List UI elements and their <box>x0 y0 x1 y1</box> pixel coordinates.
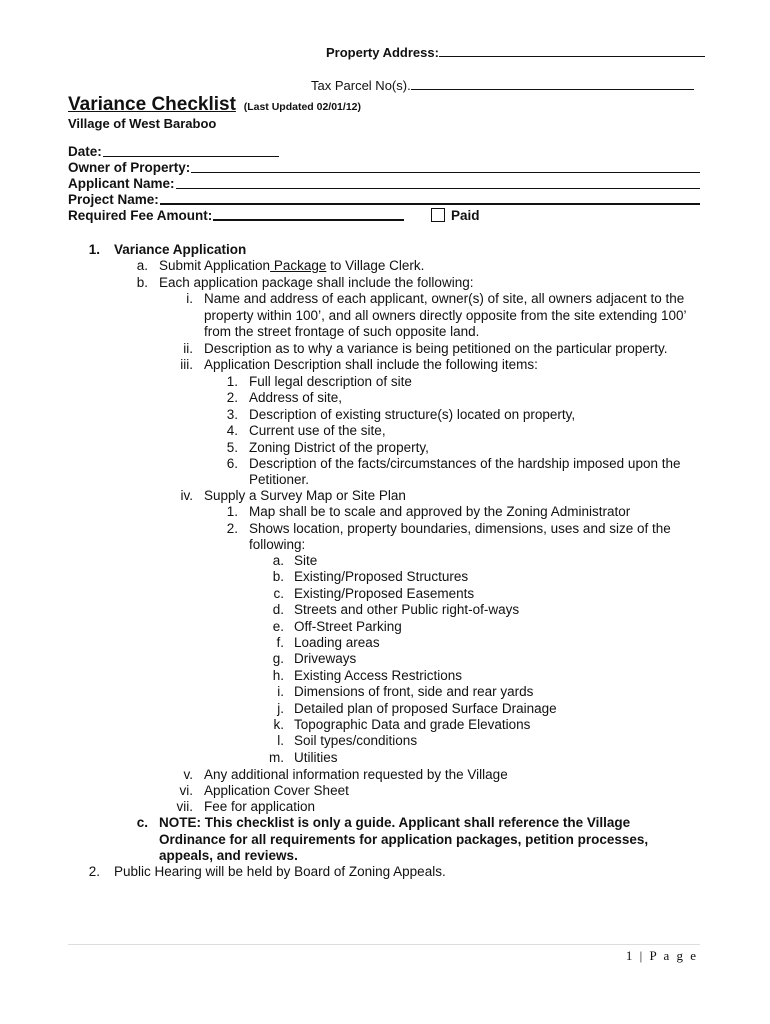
item-a-text <box>159 258 424 274</box>
item-vi-text: Application Cover Sheet <box>204 783 349 798</box>
item-iv-1-marker: 1. <box>226 504 238 519</box>
tax-parcel-field <box>311 78 694 93</box>
list-item-text: Address of site, <box>249 390 343 406</box>
list-item-marker: 3. <box>226 406 238 422</box>
note-line-2: Ordinance for all requirements for application packages, petition processes, <box>159 832 649 847</box>
property-address-label: Property Address: <box>326 45 439 60</box>
list-item-text: Loading areas <box>294 635 380 650</box>
list-item-marker: b. <box>272 569 284 585</box>
item-a-pre: Submit Application <box>159 258 271 273</box>
item-vi-marker: vi. <box>179 783 193 798</box>
paid-field <box>431 208 480 223</box>
footer-rule <box>68 944 700 945</box>
item-v-text: Any additional information requested by the Village <box>204 767 508 782</box>
project-label: Project Name: <box>68 192 159 207</box>
item-vii-text: Fee for application <box>204 799 316 814</box>
item-iv-text: Supply a Survey Map or Site Plan <box>204 488 406 503</box>
list-item-marker: 1. <box>226 374 238 389</box>
list-item-text: Dimensions of front, side and rear yards <box>294 684 534 700</box>
note-line-3: appeals, and reviews. <box>159 848 298 863</box>
item-a-package: Package <box>270 258 327 273</box>
item-ii-marker: ii. <box>183 341 193 356</box>
applicant-line[interactable] <box>176 188 700 189</box>
list-item-text: Site <box>294 553 318 568</box>
list-item-marker: c. <box>273 585 284 601</box>
list-item-marker: g. <box>272 651 284 667</box>
paid-label: Paid <box>451 208 480 223</box>
list-item-text: Detailed plan of proposed Surface Drainage <box>294 700 557 716</box>
village-name: Village of West Baraboo <box>68 116 217 131</box>
owner-line[interactable] <box>191 172 700 173</box>
fee-line[interactable] <box>213 219 404 221</box>
item-i-marker: i. <box>186 291 193 306</box>
item-iv-2-marker: 2. <box>226 521 238 536</box>
list-item-text: Streets and other Public right-of-ways <box>294 602 520 618</box>
list-item-text: Driveways <box>294 651 357 667</box>
list-item-marker: d. <box>272 602 284 618</box>
list-item-text: Soil types/conditions <box>294 733 418 749</box>
note-line-1: NOTE: This checklist is only a guide. Applicant shall reference the Village <box>159 815 631 830</box>
page-word: P a g e <box>649 948 698 963</box>
date-field <box>68 144 279 160</box>
list-item-marker: 4. <box>226 423 238 439</box>
list-item-text: Existing/Proposed Easements <box>294 585 475 601</box>
page-footer <box>626 948 698 964</box>
section-1-title: Variance Application <box>114 242 247 257</box>
item-i-line-1: Name and address of each applicant, owner(s) of site, all owners adjacent to the <box>204 291 685 306</box>
item-c-marker: c. <box>136 815 148 830</box>
list-item-text: Existing/Proposed Structures <box>294 569 469 585</box>
item-i-line-2: property within 100’, and all owners directly opposite from the site extending 100’ <box>204 308 687 323</box>
tax-parcel-line[interactable] <box>411 88 694 90</box>
item-vii-marker: vii. <box>176 799 193 814</box>
owner-label: Owner of Property: <box>68 160 191 175</box>
item-b-marker: b. <box>136 275 148 290</box>
property-address-field <box>326 45 705 60</box>
item-iii-6-cont: Petitioner. <box>249 472 310 487</box>
list-item-text: Zoning District of the property, <box>249 439 429 455</box>
list-item-marker: e. <box>272 618 284 634</box>
project-field <box>68 192 700 208</box>
item-iv-marker: iv. <box>180 488 193 503</box>
list-item-marker: j. <box>277 700 284 716</box>
section-1-number: 1. <box>88 242 100 257</box>
item-i-line-3: from the street frontage of such opposite land. <box>204 324 480 339</box>
page-number: 1 <box>625 948 635 963</box>
list-item-marker: m. <box>269 749 284 765</box>
applicant-field <box>68 176 700 192</box>
list-item-marker: 2. <box>226 390 238 406</box>
applicant-label: Applicant Name: <box>68 176 175 191</box>
item-ii-text: Description as to why a variance is being petitioned on the particular property. <box>204 341 668 356</box>
item-a-post: to Village Clerk. <box>326 258 425 273</box>
list-item-text: Existing Access Restrictions <box>294 667 463 683</box>
fee-field <box>68 208 404 224</box>
tax-parcel-label: Tax Parcel No(s). <box>311 78 411 93</box>
item-iii-text: Application Description shall include the following items: <box>204 357 538 372</box>
project-line[interactable] <box>160 203 700 205</box>
list-item-text: Off-Street Parking <box>294 618 402 634</box>
section-2-text: Public Hearing will be held by Board of Zoning Appeals. <box>114 864 446 879</box>
property-address-line[interactable] <box>439 55 705 57</box>
paid-checkbox[interactable] <box>431 208 445 222</box>
item-v-marker: v. <box>183 767 193 782</box>
page-separator: | <box>639 948 645 963</box>
list-item-text: Topographic Data and grade Elevations <box>294 717 531 732</box>
list-item-marker: a. <box>272 553 284 568</box>
page-title-row <box>68 94 361 116</box>
item-iv-1-text: Map shall be to scale and approved by the Zoning Administrator <box>249 504 631 519</box>
list-item-marker: 6. <box>226 456 238 471</box>
item-iv-2-cont: following: <box>249 537 306 552</box>
fee-label: Required Fee Amount: <box>68 208 213 223</box>
list-item-marker: 5. <box>226 439 238 455</box>
item-b-text: Each application package shall include the following: <box>159 275 474 290</box>
last-updated: (Last Updated 02/01/12) <box>243 101 361 113</box>
list-item-marker: h. <box>272 667 284 683</box>
list-item-text: Description of the facts/circumstances of the hardship imposed upon the <box>249 456 681 471</box>
list-item-marker: i. <box>277 684 284 700</box>
list-item-marker: k. <box>273 717 284 732</box>
list-item-marker: l. <box>277 733 284 749</box>
item-iii-marker: iii. <box>180 357 193 372</box>
list-item-text: Description of existing structure(s) located on property, <box>249 406 576 422</box>
date-line[interactable] <box>103 156 279 157</box>
list-item-text: Full legal description of site <box>249 374 412 389</box>
list-item-text: Current use of the site, <box>249 423 386 439</box>
list-item-marker: f. <box>276 635 284 650</box>
item-iv-2-text: Shows location, property boundaries, dimensions, uses and size of the <box>249 521 671 536</box>
date-label: Date: <box>68 144 102 159</box>
item-a-marker: a. <box>136 258 148 273</box>
section-2-number: 2. <box>88 864 100 879</box>
owner-field <box>68 160 700 176</box>
page-title: Variance Checklist <box>68 94 236 115</box>
list-item-text: Utilities <box>294 749 338 765</box>
